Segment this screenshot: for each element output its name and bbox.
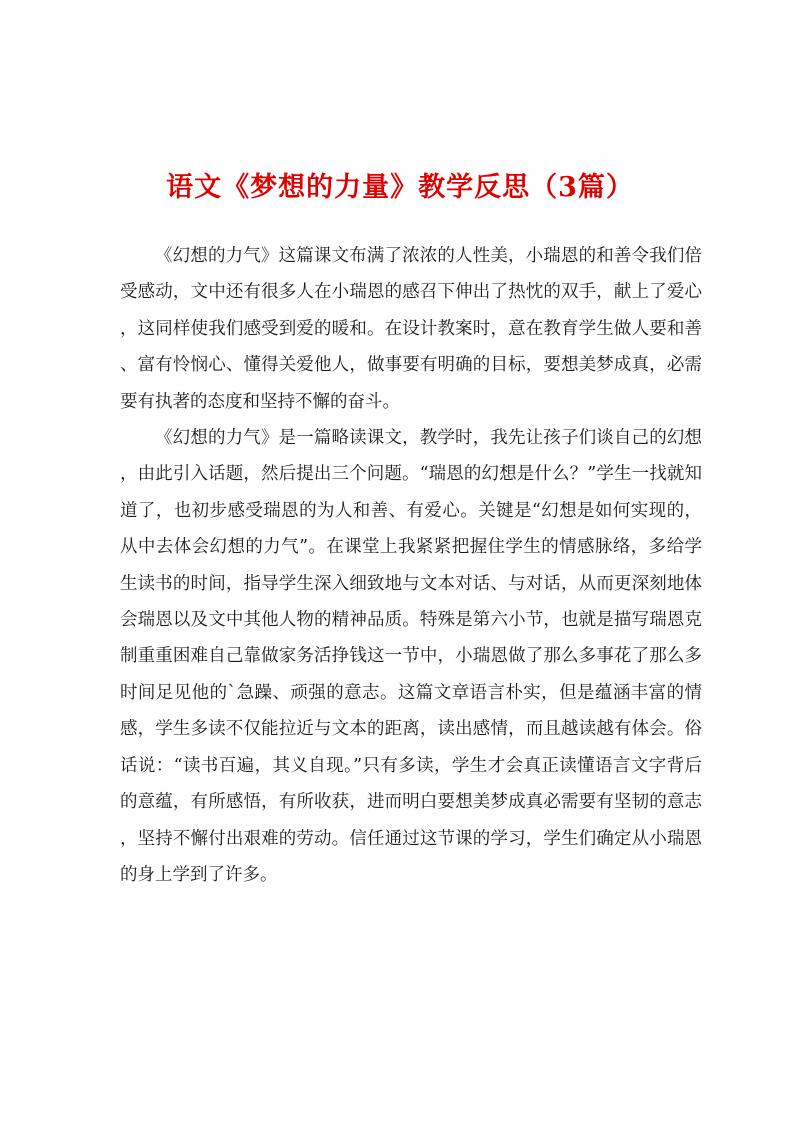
document-title: 语文《梦想的力量》教学反思（3篇） [166,172,634,203]
document-body [120,238,702,893]
paragraph-1: 《幻想的力气》这篇课文布满了浓浓的人性美，小瑞恩的和善令我们倍受感动，文中还有很多人在小瑞恩的感召下伸出了热忱的双手，献上了爱心，这同样使我们感受到爱的暖和。在设计教案时，意在教育学生做人要和善、富有怜悯心、懂得关爱他人，做事要有明确的目标，要想美梦成真，必需要有执著的态度和坚持不懈的奋斗。 [120,246,702,412]
paragraph-2: 《幻想的力气》是一篇略读课文，教学时，我先让孩子们谈自己的幻想，由此引入话题，然后提出三个问题。“瑞恩的幻想是什么？”学生一找就知道了，也初步感受瑞恩的为人和善、有爱心。关键是“幻想是如何实现的，从中去体会幻想的力气”。在课堂上我紧紧把握住学生的情感脉络，多给学生读书的时间，指导学生深入细致地与文本对话、与对话，从而更深刻地体会瑞恩以及文中其他人物的精神品质。特殊是第六小节，也就是描写瑞恩克制重重困难自己靠做家务活挣钱这一节中，小瑞恩做了那么多事花了那么多时间足见他的`急躁、顽强的意志。这篇文章语言朴实，但是蕴涵丰富的情感，学生多读不仅能拉近与文本的距离，读出感情，而且越读越有体会。俗话说：“读书百遍，其义自现。”只有多读，学生才会真正读懂语言文字背后的意蕴，有所感悟，有所收获，进而明白要想美梦成真必需要有坚韧的意志，坚持不懈付出艰难的劳动。信任通过这节课的学习，学生们确定从小瑞恩的身上学到了许多。 [120,428,702,885]
